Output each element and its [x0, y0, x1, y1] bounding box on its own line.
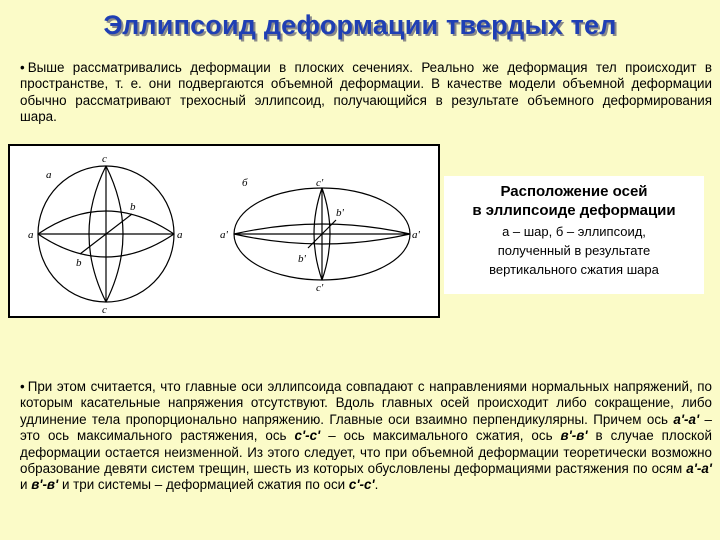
page-title: Эллипсоид деформации твердых тел [103, 10, 617, 40]
ellipsoid-label-c-bottom: c' [316, 282, 324, 294]
deformation-figure [8, 144, 440, 318]
axis-a-term: а'-а' [673, 411, 700, 427]
axis-c-term-2: с'-с' [348, 477, 375, 493]
ellipsoid-label-c-top: c' [316, 177, 324, 189]
sphere-diagram [38, 166, 174, 302]
label-a-panel: а [46, 169, 52, 181]
caption-line3: вертикального сжатия шара [489, 262, 659, 277]
ellipsoid-label-a-left: a' [220, 229, 228, 241]
caption-text [444, 222, 704, 279]
sphere-label-a-right: a [177, 229, 183, 241]
axes-text-3: – ось максимального сжатия, ось [320, 428, 561, 444]
figure-caption [444, 176, 704, 294]
intro-text: Выше рассматривались деформации в плоских сечениях. Реально же деформация тел происходит в пространстве, т. е. они подвергаются объемной деформации. В качестве модели объемной деформации обычно рассматривают трехосный эллипсоид, получающийся в результате объемного деформирования шара. [20, 60, 712, 125]
axes-text-6: и три системы – деформацией сжатия по оси [58, 477, 349, 493]
sphere-label-c-bottom: c [102, 304, 107, 316]
intro-paragraph [20, 60, 712, 126]
label-b-panel: б [242, 177, 248, 189]
ellipsoid-diagram [234, 188, 410, 280]
sphere-label-c-top: c [102, 153, 107, 165]
bullet: • [20, 379, 25, 394]
axes-text-7: . [374, 477, 379, 493]
figure-drawing [10, 146, 438, 316]
axes-text-4: в случае плоской деформации остается неизменной. Из этого следует, что при объемной деформации теоретически возможно образование девяти систем трещин, шесть из которых обусловлены деформациями растяжения по осям [20, 428, 712, 477]
caption-line1: а – шар, б – эллипсоид, [502, 224, 646, 239]
caption-title [444, 182, 704, 220]
caption-line2: полученный в результате [497, 243, 651, 258]
axes-paragraph [20, 379, 712, 494]
axes-text-1: При этом считается, что главные оси эллипсоида совпадают с направлениями нормальных напряжений, по которым касательные напряжения отсутствуют. Вдоль главных осей происходит либо сокращение, либо удлинение тела пропорционально напряжению. Главные оси взаимно перпендикулярны. Причем ось [20, 379, 712, 427]
axis-b-term: в'-в' [560, 428, 588, 444]
axis-b-term-2: в'-в' [31, 477, 59, 493]
bullet: • [20, 60, 25, 75]
ellipsoid-label-b-upper: b' [336, 207, 344, 219]
sphere-label-b-upper: b [130, 201, 136, 213]
ellipsoid-label-a-right: a' [412, 229, 420, 241]
axes-text-2: – это ось максимального растяжения, ось [20, 411, 712, 444]
ellipsoid-label-b-lower: b' [298, 253, 306, 265]
sphere-label-a-left: a [28, 229, 34, 241]
caption-title-line1: Расположение осей [500, 183, 648, 200]
caption-title-line2: в эллипсоиде деформации [472, 202, 676, 219]
axis-a-term-2: а'-а' [686, 461, 712, 477]
sphere-label-b-lower: b [76, 257, 82, 269]
axes-text-5: и [20, 477, 32, 493]
axis-c-term: с'-с' [294, 428, 321, 444]
